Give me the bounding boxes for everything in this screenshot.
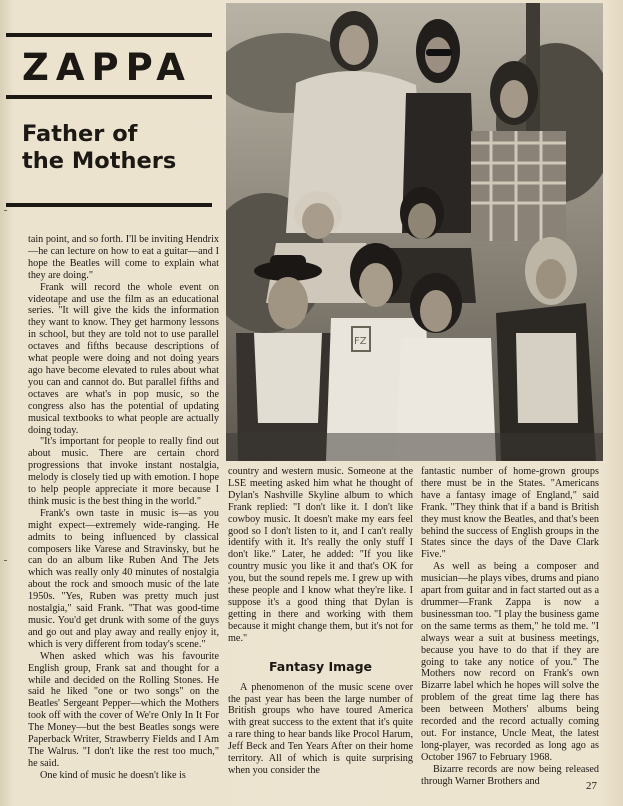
page-mark xyxy=(4,560,7,561)
shirt-badge: FZ xyxy=(354,336,367,347)
paragraph: Frank's own taste in music is—as you might expect—extremely wide-ranging. He admits to being influenced by classical composers like Varese and Stravinsky, but he can do an album like Ruben And The Jets which was really only 40 minutes of nostalgia about the rock and smooch music of the late 1950s. "Yes, Ruben was pretty much just nostalgia," said Frank. "That was good-time music. You'd get drunk with some of the guys and go out and play away and really enjoy it, which is very different from today's scene." xyxy=(28,507,219,650)
paragraph: One kind of music he doesn't like is xyxy=(40,769,186,781)
subtitle-rule xyxy=(6,203,212,207)
paragraph: fantastic number of home-grown groups there must be in the States. "Americans have a fantasy image of England," said Frank. "They think that if a band is British they must know the Beatles, and that's been behind the success of English groups in the States since the days of the Dave Clark Five." xyxy=(421,466,599,561)
paragraph: Frank will record the whole event on videotape and use the film as an educational series. "It will give the kids the information they want to know. They get harmony lessons in school, but they are told not to use parallel octaves and fifths because descriptions of what people were doing and not doing years ago have become elevated to rules about what you can and cannot do. But parallel fifths and octaves are what's in pop music, so the congress also has the potential of updating musical textbooks to what people are actually doing today. xyxy=(28,281,219,436)
top-rule xyxy=(6,33,212,37)
page-number: 27 xyxy=(586,780,597,792)
band-photo xyxy=(226,3,603,461)
article-column-1 xyxy=(28,234,219,782)
paragraph: "It's important for people to really find out about music. There are certain chord progressions that invoke instant nostalgia, melody is closely tied up with emotion. I hope to help people appreciate it more because I think music is the best thing in the world." xyxy=(28,436,219,507)
subtitle-line: Father of xyxy=(22,121,138,147)
article-column-3 xyxy=(421,466,599,787)
section-subheading: Fantasy Image xyxy=(268,658,373,674)
article-subtitle xyxy=(22,121,222,175)
paragraph: Bizarre records are now being released through Warner Brothers and xyxy=(421,763,599,787)
paragraph: As well as being a composer and musician—he plays vibes, drums and piano apart from guitar and in fact started out as a drummer—Frank Zappa is now a businessman too. "I play the business game on the same terms as them," he told me. "I always wear a suit at business meetings, because you have to do that if they are going to take any notice of you." The Mothers now record on Frank's own Bizarre label which he hopes will solve the problem of the great time lag there has been between Mothers' albums being recorded and the record actually coming out. For instance, Uncle Meat, the latest long-player, was recorded as long ago as October 1967 to February 1968. xyxy=(421,561,599,763)
subtitle-line: the Mothers xyxy=(22,148,177,174)
article-title: ZAPPA xyxy=(22,46,192,89)
paragraph: tain point, and so forth. I'll be inviting Hendrix—he can lecture on how to eat a guitar—and I hope the Beatles will come to explain what they are doing." xyxy=(28,234,219,281)
paragraph: A phenomenon of the music scene over the past year has been the large number of British groups who have toured America with great success to the extent that it's quite a rare thing to hear bands like Procol Harum, Jeff Beck and Ten Years After on their home territory. All of which is quite surprising when you consider the xyxy=(228,681,413,776)
paragraph: When asked which was his favourite English group, Frank sat and thought for a while and decided on the Rolling Stones. He said he liked "one or two songs" on the Beatles' Sergeant Pepper—which the Mothers took off with the cover of We're Only In It For The Money—but the best Beatles songs were Paperback Writer, Strawberry Fields and I Am The Walrus. "I don't like the rest too much," he said. xyxy=(28,650,219,769)
page-mark xyxy=(4,210,7,211)
article-column-2 xyxy=(228,466,413,777)
band-photo-image xyxy=(226,3,603,461)
title-rule xyxy=(6,95,212,99)
paragraph: country and western music. Someone at the LSE meeting asked him what he thought of Dylan's Nashville Skyline album to which Frank replied: "I don't like it. I don't like cowboy music. It doesn't make my ears feel good so I don't listen to it, and I can't really identify with it. It's really the only stuff I don't like." Later, he added: "If you like country music you like it and that's OK for you, but the sound repels me. I grew up with these people and I know what they're like. I suppose it's a good thing that Dylan is getting in there and working with them because it might change them, but it's not for me." xyxy=(228,466,413,644)
band-member xyxy=(525,237,577,305)
